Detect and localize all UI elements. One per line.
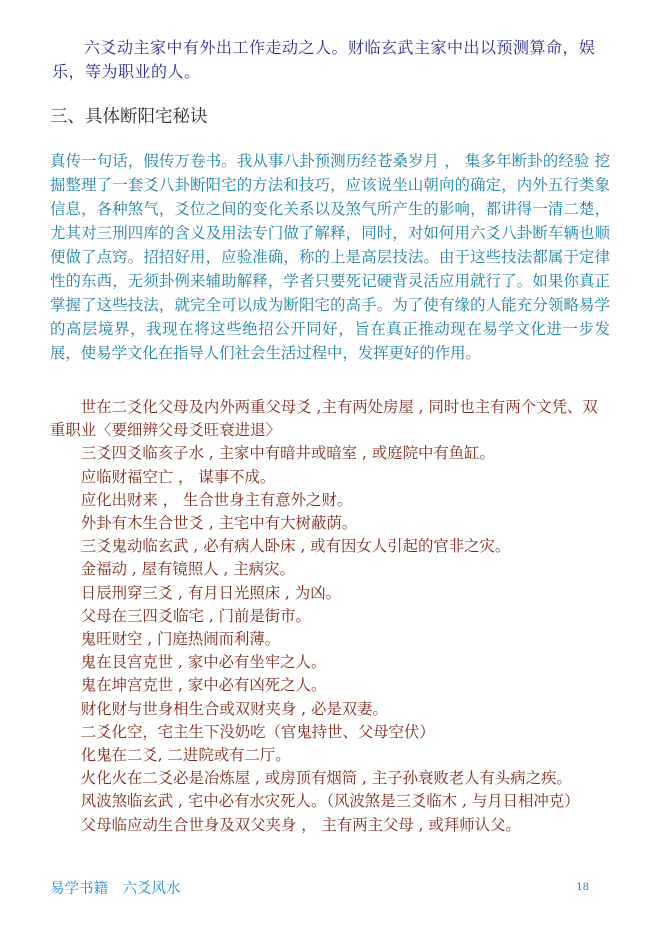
rule-item: 世在二爻化父母及内外两重父母爻 ,主有两处房屋 , 同时也主有两个文凭、双重职业〈要细辨父母爻旺衰进退〉: [50, 398, 598, 440]
rule-item: 二爻化空，宅主生下没奶吃（官鬼持世、父母空伏）: [80, 722, 435, 741]
page-number: 18: [576, 882, 589, 893]
rule-item: 应化出财来 ， 生合世身主有意外之财。: [80, 490, 353, 509]
footer-title: 易学书籍 六爻风水: [50, 881, 181, 897]
rule-item: 风波煞临玄武 , 宅中必有水灾死人。（风波煞是三爻临木 , 与月日相冲克）: [80, 792, 580, 811]
rule-item: 应临财福空亡 ， 谋事不成。: [80, 467, 276, 486]
rules-list: [50, 396, 610, 837]
rule-item: 父母在三四爻临宅 , 门前是街市。: [80, 606, 311, 625]
rule-item: 财化财与世身相生合或双财夹身 , 必是双妻。: [80, 699, 388, 718]
rule-item: 三爻四爻临亥子水 , 主家中有暗井或暗室 , 或庭院中有鱼缸。: [80, 444, 495, 463]
rule-item: 火化火在二爻必是冶炼屋 , 或房顶有烟筒 , 主子孙衰败老人有头病之疾。: [80, 769, 572, 788]
rule-item: 金福动 , 屋有镜照人 , 主病灾。: [80, 560, 295, 579]
rule-item: 父母临应动生合世身及双父夹身 ， 主有两主父母 , 或拜师认父。: [80, 815, 521, 834]
section-heading: 三、具体断阳宅秘诀: [50, 107, 208, 127]
rule-item: 鬼在艮宫克世 , 家中必有坐牢之人。: [80, 653, 327, 672]
body-paragraph: 真传一句话，假传万卷书。我从事八卦预测历经苍桑岁月 ， 集多年断卦的经验 挖掘整理了一套爻八卦断阳宅的方法和技巧，应该说坐山朝向的确定，内外五行类象信息，各种煞气，爻位之间的变化关系以及煞气所产生的影响，都讲得一清二楚，尤其对三刑四库的含义及用法专门做了解释，同时，对如何用六爻八卦断车辆也顺便做了点窍。招招好用，应验准确，称的上是高层技法。由于这些技法都属于定律性的东西，无须卦例来辅助解释，学者只要死记硬背灵活应用就行了。如果你真正掌握了这些技法，就完全可以成为断阳宅的高手。为了使有缘的人能充分领略易学的高层境界，我现在将这些绝招公开同好，旨在真正推动现在易学文化进一步发展，使易学文化在指导人们社会生活过程中，发挥更好的作用。: [50, 152, 610, 362]
rule-item: 三爻鬼动临玄武 , 必有病人卧床 , 或有因女人引起的官非之灾。: [80, 537, 511, 556]
intro-paragraph: 六爻动主家中有外出工作走动之人。财临玄武主家中出以预测算命，娱乐，等为职业的人。: [52, 38, 596, 81]
rule-item: 日辰刑穿三爻 , 有月日光照床 , 为凶。: [80, 583, 342, 602]
rule-item: 外卦有木生合世爻 , 主宅中有大树蔽荫。: [80, 514, 358, 533]
rule-item: 化鬼在二爻, 二进院或有二厅。: [80, 746, 291, 765]
rule-item: 鬼在坤宫克世 , 家中必有凶死之人。: [80, 676, 327, 695]
rule-item: 鬼旺财空 , 门庭热闹而利薄。: [80, 630, 281, 649]
